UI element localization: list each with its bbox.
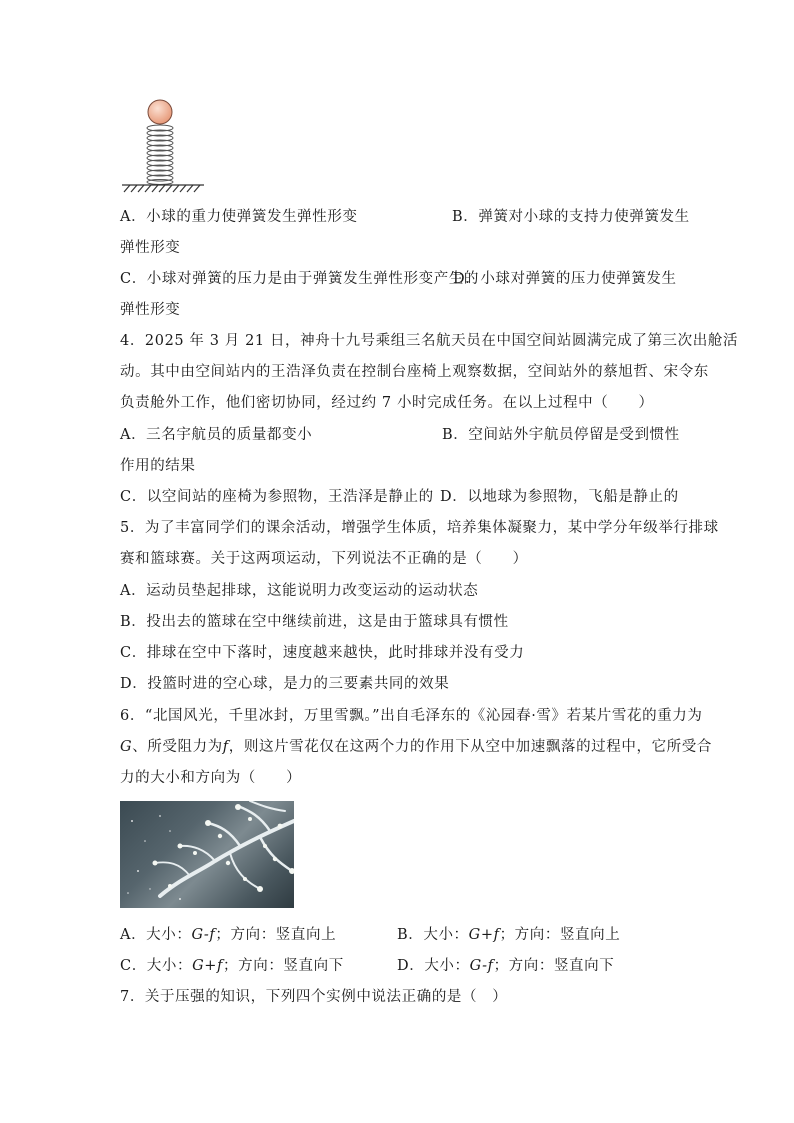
q6-option-b-value: G+f	[468, 927, 500, 943]
q6-option-a-label: A．大小：	[120, 927, 192, 943]
q6-option-a-dir: ；方向：竖直向上	[215, 927, 337, 943]
q4-stem-2: 动。其中由空间站内的王浩泽负责在控制台座椅上观察数据，空间站外的蔡旭哲、宋令东	[120, 364, 709, 380]
q3-option-d: D．小球对弹簧的压力使弹簧发生	[453, 271, 677, 287]
q6-option-b-label: B．大小：	[397, 927, 469, 943]
q3-option-a: A．小球的重力使弹簧发生弹性形变	[120, 209, 358, 225]
q6-option-a	[120, 925, 336, 945]
q4-option-b: B．空间站外宇航员停留是受到惯性	[442, 427, 680, 443]
q5-stem-1: 5．为了丰富同学们的课余活动，增强学生体质，培养集体凝聚力，某中学分年级举行排球	[120, 520, 719, 536]
q3-option-d-cont: 弹性形变	[120, 302, 181, 318]
q6-option-c-label: C．大小：	[120, 958, 193, 974]
q5-option-c: C．排球在空中下落时，速度越来越快，此时排球并没有受力	[120, 645, 525, 661]
q4-option-b-cont: 作用的结果	[120, 458, 196, 474]
q4-option-c: C．以空间站的座椅为参照物，王浩泽是静止的	[120, 489, 434, 505]
q6-option-b	[397, 925, 620, 945]
q4-stem-1: 4．2025 年 3 月 21 日，神舟十九号乘组三名航天员在中国空间站圆满完成了第三次出舱活	[120, 333, 739, 349]
spring-ball-figure	[118, 95, 208, 195]
spring	[147, 125, 173, 185]
q5-option-b: B．投出去的篮球在空中继续前进，这是由于篮球具有惯性	[120, 614, 509, 630]
q6-stem-2-text-b: ，则这片雪花仅在这两个力的作用下从空中加速飘落的过程中，它所受合	[228, 739, 712, 755]
q6-option-c-dir: ；方向：竖直向下	[223, 958, 344, 974]
q6-stem-2-text-a: 、所受阻力为	[132, 739, 223, 755]
q3-option-c: C．小球对弹簧的压力是由于弹簧发生弹性形变产生的	[120, 271, 479, 287]
var-g: G	[120, 739, 133, 755]
q4-stem-3: 负责舱外工作，他们密切协同，经过约 7 小时完成任务。在以上过程中（ ）	[120, 395, 654, 411]
q6-stem-2	[120, 737, 712, 757]
q3-option-b: B．弹簧对小球的支持力使弹簧发生	[452, 209, 690, 225]
q6-option-d-value: G-f	[469, 958, 494, 974]
q6-option-c	[120, 956, 344, 976]
q6-stem-3: 力的大小和方向为（ ）	[120, 770, 302, 786]
q6-option-d-dir: ；方向：竖直向下	[493, 958, 615, 974]
q5-stem-2: 赛和篮球赛。关于这两项运动，下列说法不正确的是（ ）	[120, 551, 528, 567]
q5-option-a: A．运动员垫起排球，这能说明力改变运动的运动状态	[120, 583, 479, 599]
q6-stem-1: 6．“北国风光，千里冰封，万里雪飘。”出自毛泽东的《沁园春·雪》若某片雪花的重力为	[120, 708, 703, 724]
ball	[148, 100, 172, 124]
q6-option-c-value: G+f	[192, 958, 224, 974]
q5-option-d: D．投篮时进的空心球，是力的三要素共同的效果	[120, 676, 450, 692]
q4-option-a: A．三名宇航员的质量都变小	[120, 427, 313, 443]
ground	[122, 185, 204, 192]
q4-option-d: D．以地球为参照物，飞船是静止的	[440, 489, 679, 505]
q6-option-d-label: D．大小：	[397, 958, 470, 974]
q6-option-d	[397, 956, 614, 976]
snow-branch-photo	[120, 801, 294, 908]
q6-option-b-dir: ；方向：竖直向上	[499, 927, 621, 943]
q7-stem: 7．关于压强的知识，下列四个实例中说法正确的是（ ）	[120, 989, 508, 1005]
var-f: f	[222, 739, 229, 755]
q6-option-a-value: G-f	[191, 927, 216, 943]
q3-option-b-cont: 弹性形变	[120, 240, 181, 256]
